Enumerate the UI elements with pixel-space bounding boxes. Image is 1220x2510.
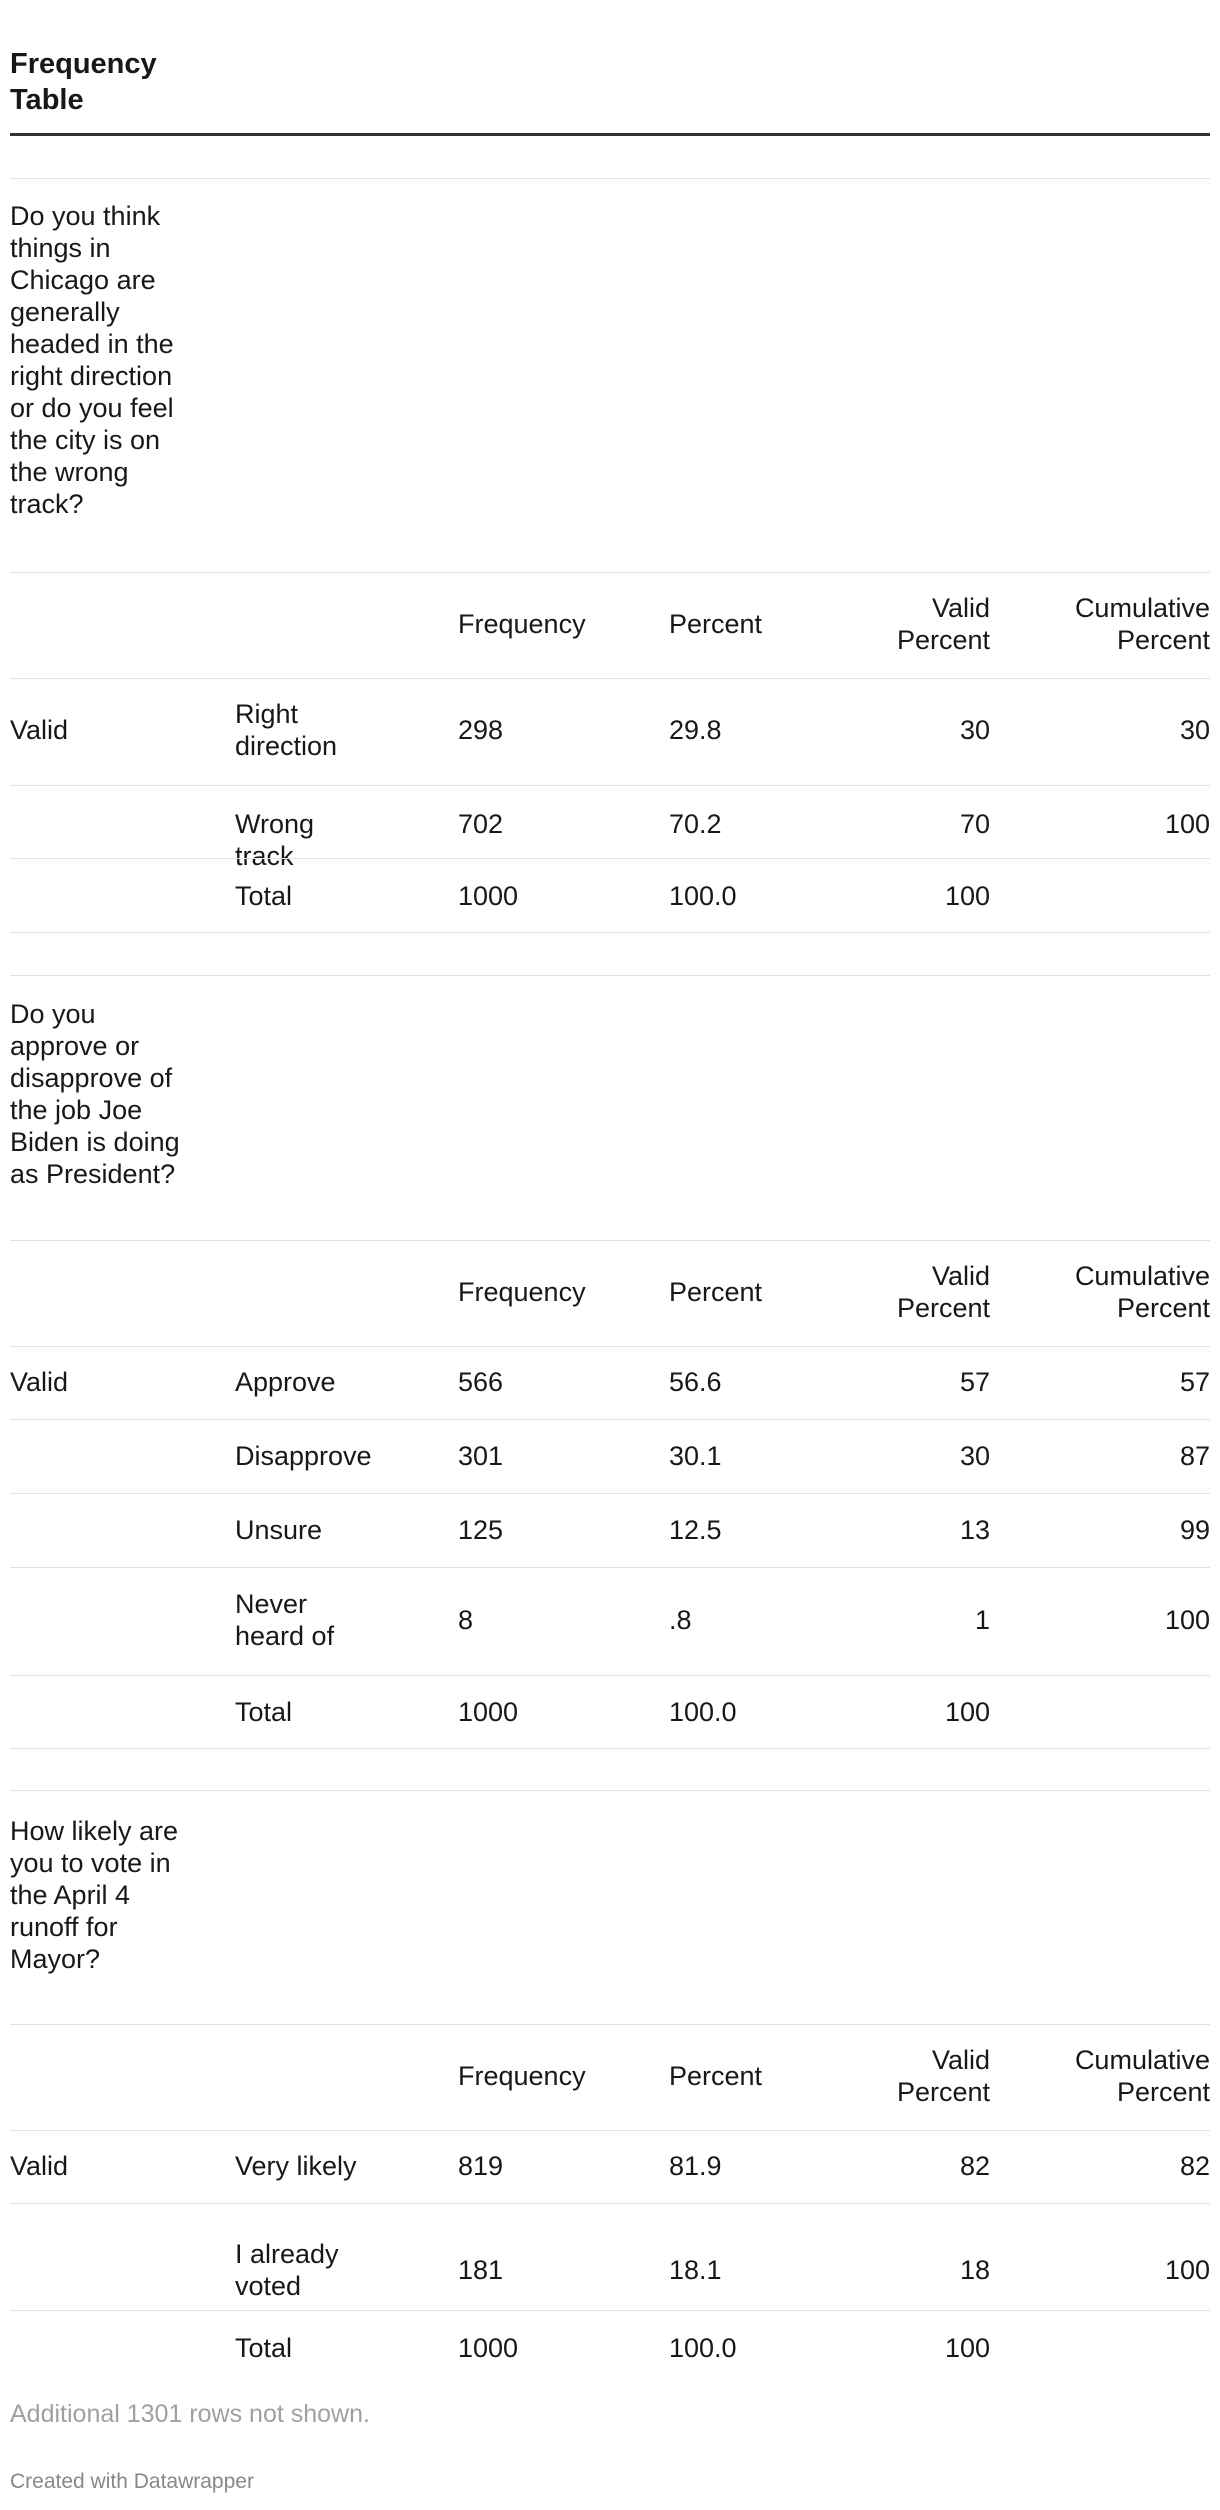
percent-value: 29.8	[669, 715, 722, 745]
section-divider	[10, 1790, 1210, 1791]
percent-value: 81.9	[669, 2151, 722, 2181]
row-label: Right direction	[235, 699, 338, 761]
row-divider	[10, 1675, 1210, 1676]
header-divider	[10, 678, 1210, 679]
cumulative-percent-value: 30	[1179, 715, 1210, 745]
row-divider	[10, 1493, 1210, 1494]
frequency-value: 702	[458, 809, 504, 839]
row-label: Disapprove	[235, 1441, 372, 1471]
frequency-value: 125	[458, 1515, 504, 1545]
section-divider	[10, 178, 1210, 179]
table-title: Frequency Table	[10, 48, 157, 116]
valid-percent-value: 100	[944, 2333, 990, 2363]
row-divider	[10, 1567, 1210, 1568]
row-label: Total	[235, 1697, 293, 1727]
percent-value: 18.1	[669, 2255, 722, 2285]
percent-value: 12.5	[669, 1515, 722, 1545]
cumulative-percent-value: 57	[1179, 1367, 1210, 1397]
column-header-frequency: Frequency	[458, 2061, 586, 2091]
row-label: Unsure	[235, 1515, 323, 1545]
section-divider	[10, 975, 1210, 976]
valid-percent-value: 100	[944, 881, 990, 911]
row-group-label: Valid	[10, 1367, 69, 1397]
valid-percent-value: 57	[959, 1367, 990, 1397]
question-divider	[10, 572, 1210, 573]
percent-value: 30.1	[669, 1441, 722, 1471]
row-label: Total	[235, 2333, 293, 2363]
valid-percent-value: 82	[959, 2151, 990, 2181]
percent-value: 100.0	[669, 881, 737, 911]
percent-value: 70.2	[669, 809, 722, 839]
column-header-frequency: Frequency	[458, 1277, 586, 1307]
cumulative-percent-value: 100	[1164, 2255, 1210, 2285]
row-divider	[10, 858, 1210, 859]
column-header-cumulative-percent: Cumulative Percent	[1074, 1261, 1210, 1323]
frequency-value: 8	[458, 1605, 474, 1635]
column-header-percent: Percent	[669, 1277, 763, 1307]
column-header-valid-percent: Valid Percent	[896, 593, 990, 655]
percent-value: .8	[669, 1605, 692, 1635]
valid-percent-value: 100	[944, 1697, 990, 1727]
row-divider	[10, 1419, 1210, 1420]
valid-percent-value: 30	[959, 715, 990, 745]
datawrapper-credit: Created with Datawrapper	[10, 2470, 254, 2493]
row-divider	[10, 2310, 1210, 2311]
valid-percent-value: 30	[959, 1441, 990, 1471]
row-divider	[10, 1748, 1210, 1749]
row-label: Never heard of	[235, 1589, 335, 1651]
percent-value: 100.0	[669, 1697, 737, 1727]
question-divider	[10, 2024, 1210, 2025]
cumulative-percent-value: 82	[1179, 2151, 1210, 2181]
frequency-value: 1000	[458, 1697, 519, 1727]
row-divider	[10, 932, 1210, 933]
header-divider	[10, 2130, 1210, 2131]
column-header-frequency: Frequency	[458, 609, 586, 639]
column-header-cumulative-percent: Cumulative Percent	[1074, 593, 1210, 655]
row-label: I already voted	[235, 2239, 339, 2301]
column-header-valid-percent: Valid Percent	[896, 2045, 990, 2107]
valid-percent-value: 1	[974, 1605, 990, 1635]
row-divider	[10, 2203, 1210, 2204]
row-label: Approve	[235, 1367, 336, 1397]
row-group-label: Valid	[10, 715, 69, 745]
valid-percent-value: 70	[959, 809, 990, 839]
cumulative-percent-value: 100	[1164, 1605, 1210, 1635]
frequency-value: 819	[458, 2151, 504, 2181]
column-header-cumulative-percent: Cumulative Percent	[1074, 2045, 1210, 2107]
header-divider	[10, 1346, 1210, 1347]
column-header-percent: Percent	[669, 609, 763, 639]
cumulative-percent-value: 99	[1179, 1515, 1210, 1545]
question-divider	[10, 1240, 1210, 1241]
question-text: How likely are you to vote in the April 4 runoff for Mayor?	[10, 1816, 179, 1974]
column-header-valid-percent: Valid Percent	[896, 1261, 990, 1323]
cumulative-percent-value: 100	[1164, 809, 1210, 839]
row-label: Wrong track	[235, 809, 315, 871]
percent-value: 100.0	[669, 2333, 737, 2363]
row-group-label: Valid	[10, 2151, 69, 2181]
question-text: Do you approve or disapprove of the job Joe Biden is doing as President?	[10, 999, 180, 1189]
column-header-percent: Percent	[669, 2061, 763, 2091]
valid-percent-value: 18	[959, 2255, 990, 2285]
valid-percent-value: 13	[959, 1515, 990, 1545]
frequency-value: 181	[458, 2255, 504, 2285]
frequency-value: 566	[458, 1367, 504, 1397]
rows-not-shown-note: Additional 1301 rows not shown.	[10, 2400, 370, 2428]
row-label: Very likely	[235, 2151, 357, 2181]
frequency-value: 301	[458, 1441, 504, 1471]
frequency-value: 298	[458, 715, 504, 745]
percent-value: 56.6	[669, 1367, 722, 1397]
title-divider	[10, 133, 1210, 136]
row-label: Total	[235, 881, 293, 911]
question-text: Do you think things in Chicago are generally headed in the right direction or do you feel the city is on the wrong track?	[10, 201, 174, 519]
cumulative-percent-value: 87	[1179, 1441, 1210, 1471]
row-divider	[10, 785, 1210, 786]
frequency-value: 1000	[458, 2333, 519, 2363]
frequency-value: 1000	[458, 881, 519, 911]
